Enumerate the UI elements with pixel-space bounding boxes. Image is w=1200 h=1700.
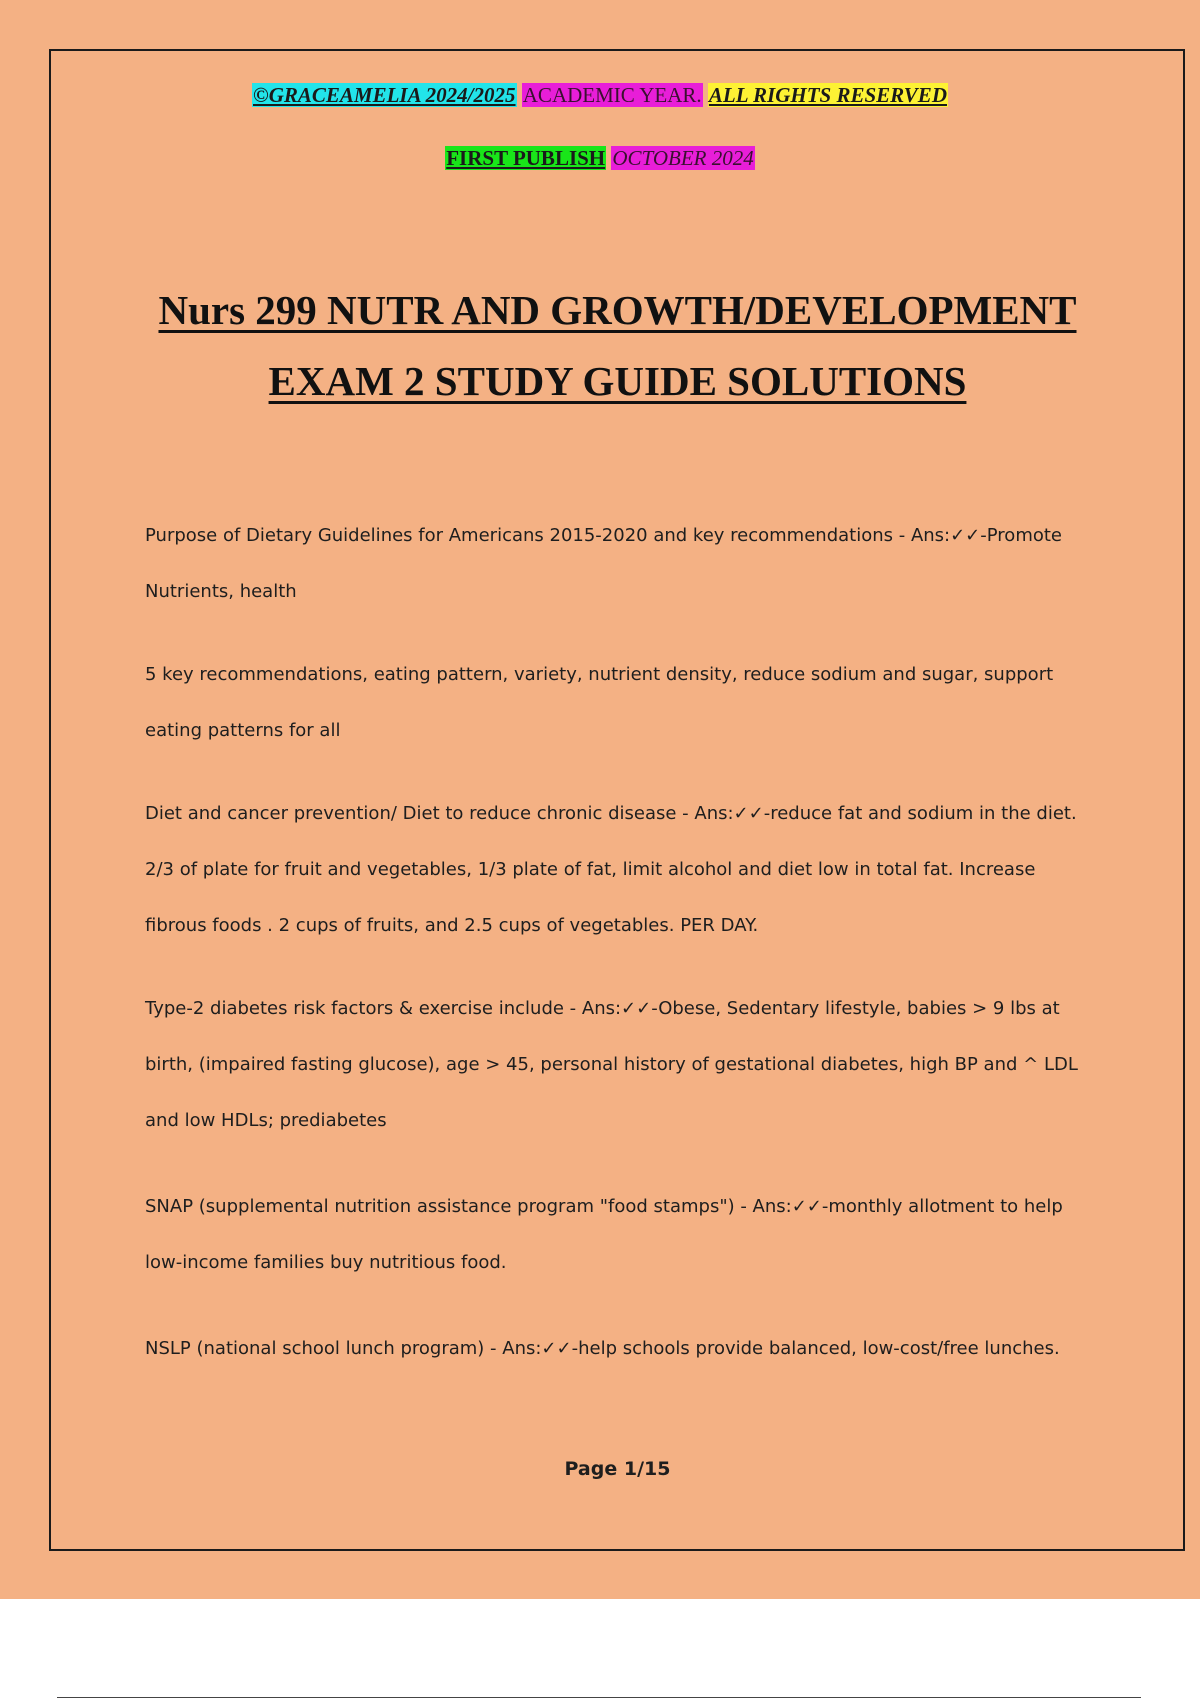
publish-header bbox=[0, 146, 1200, 171]
copyright-header bbox=[0, 83, 1200, 108]
paragraph-line: 2/3 of plate for fruit and vegetables, 1/3 plate of fat, limit alcohol and diet low in total fat. Increase bbox=[145, 859, 1036, 880]
copyright-text: ©GRACEAMELIA 2024/2025 bbox=[253, 83, 516, 107]
paragraph-line: Type-2 diabetes risk factors & exercise include - Ans:✓✓-Obese, Sedentary lifestyle, babies > 9 lbs at bbox=[145, 998, 1060, 1019]
paragraph-line: Nutrients, health bbox=[145, 581, 297, 602]
qa-nslp bbox=[145, 1321, 1085, 1377]
qa-purpose-dietary-guidelines bbox=[145, 508, 1085, 620]
qa-type2-diabetes bbox=[145, 981, 1085, 1149]
document-title-line-1: Nurs 299 NUTR AND GROWTH/DEVELOPMENT bbox=[158, 287, 1077, 333]
first-publish-text: FIRST PUBLISH bbox=[446, 146, 606, 170]
paragraph-line: fibrous foods . 2 cups of fruits, and 2.5 cups of vegetables. PER DAY. bbox=[145, 915, 759, 936]
rights-text: ALL RIGHTS RESERVED bbox=[708, 83, 947, 107]
paragraph-line: eating patterns for all bbox=[145, 720, 341, 741]
academic-year-text: ACADEMIC YEAR. bbox=[522, 83, 702, 107]
paragraph-line: birth, (impaired fasting glucose), age > 45, personal history of gestational diabetes, high BP and ^ LDL bbox=[145, 1054, 1078, 1075]
paragraph-line: and low HDLs; prediabetes bbox=[145, 1110, 387, 1131]
document-title-line-2: EXAM 2 STUDY GUIDE SOLUTIONS bbox=[268, 358, 967, 404]
paragraph-line: NSLP (national school lunch program) - Ans:✓✓-help schools provide balanced, low-cost/free lunches. bbox=[145, 1338, 1060, 1359]
paragraph-line: Diet and cancer prevention/ Diet to reduce chronic disease - Ans:✓✓-reduce fat and sodium in the diet. bbox=[145, 803, 1077, 824]
qa-key-recommendations bbox=[145, 647, 1085, 759]
qa-snap bbox=[145, 1179, 1085, 1291]
publish-date-text: OCTOBER 2024 bbox=[612, 146, 754, 170]
paragraph-line: 5 key recommendations, eating pattern, variety, nutrient density, reduce sodium and sugar, support bbox=[145, 664, 1054, 685]
qa-diet-cancer-prevention bbox=[145, 786, 1085, 954]
page-number: Page 1/15 bbox=[564, 1458, 671, 1480]
bottom-divider bbox=[57, 1697, 1141, 1698]
paragraph-line: SNAP (supplemental nutrition assistance program "food stamps") - Ans:✓✓-monthly allotment to help bbox=[145, 1196, 1063, 1217]
paragraph-line: Purpose of Dietary Guidelines for Americans 2015-2020 and key recommendations - Ans:✓✓-Promote bbox=[145, 525, 1062, 546]
paragraph-line: low-income families buy nutritious food. bbox=[145, 1252, 507, 1273]
